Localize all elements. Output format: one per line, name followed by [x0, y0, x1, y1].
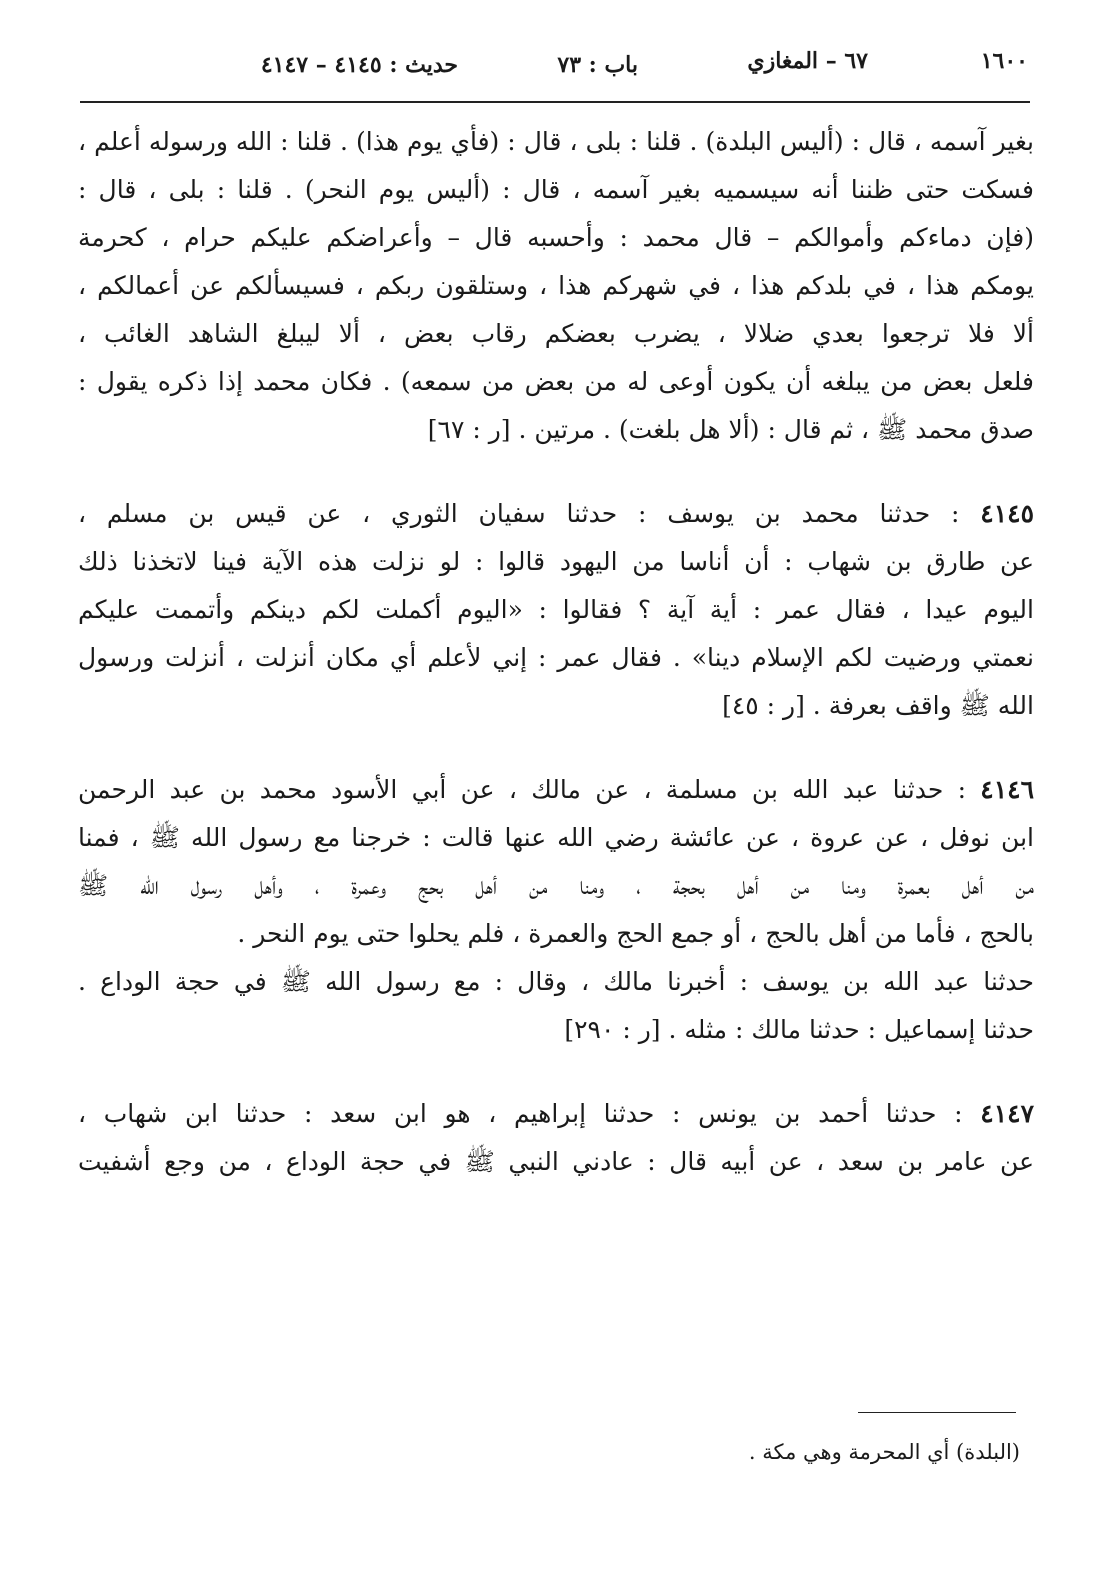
text-line: (فإن دماءكم وأموالكم – قال محمد : وأحسبه قال – وأعراضكم عليكم حرام ، كحرمة [78, 223, 1034, 252]
text-line: فلعل بعض من يبلغه أن يكون أوعى له من بعض من سمعه) . فكان محمد إذا ذكره يقول : [78, 367, 1034, 396]
paragraph-continuation [78, 118, 1034, 454]
text-line: صدق محمد ﷺ ، ثم قال : (ألا هل بلغت) . مرتين . [ر : ٦٧] [427, 415, 1034, 444]
footnote: (البلدة) أي المحرمة وهي مكة . [748, 1440, 1020, 1464]
text-line: ألا فلا ترجعوا بعدي ضلالا ، يضرب بعضكم رقاب بعض ، ألا ليبلغ الشاهد الغائب ، [78, 319, 1034, 348]
text-line: من أهل بعمرة ومنا من أهل بحجة ، ومنا من أهل بحج وعمرة ، وأهل رسول الله ﷺ [78, 871, 1034, 900]
text-line: حدثنا عبد الله بن يوسف : أخبرنا مالك ، وقال : مع رسول الله ﷺ في حجة الوداع . [78, 967, 1034, 996]
hadith-4145 [78, 490, 1034, 730]
hadith-number: ٤١٤٦ [980, 775, 1034, 804]
hadith-number: ٤١٤٧ [980, 1099, 1034, 1128]
text-line: نعمتي ورضيت لكم الإسلام دينا» . فقال عمر : إني لأعلم أي مكان أنزلت ، أنزلت ورسول [78, 643, 1034, 672]
text-line: حدثنا إسماعيل : حدثنا مالك : مثله . [ر : ٢٩٠] [564, 1015, 1034, 1044]
text-segment: : حدثنا أحمد بن يونس : حدثنا إبراهيم ، هو ابن سعد : حدثنا ابن شهاب ، [78, 1099, 981, 1128]
text-line: عن طارق بن شهاب : أن أناسا من اليهود قالوا : لو نزلت هذه الآية فينا لاتخذنا ذلك [78, 547, 1034, 576]
header-rule [80, 101, 1030, 103]
page-number: ١٦٠٠ [980, 48, 1028, 74]
body-text [78, 118, 1034, 1186]
bab-number: باب : ٧٣ [557, 52, 638, 78]
text-line: الله ﷺ واقف بعرفة . [ر : ٤٥] [722, 691, 1034, 720]
text-line: فسكت حتى ظننا أنه سيسميه بغير آسمه ، قال : (أليس يوم النحر) . قلنا : بلى ، قال : [78, 175, 1034, 204]
text-line: بالحج ، فأما من أهل بالحج ، أو جمع الحج والعمرة ، فلم يحلوا حتى يوم النحر . [237, 919, 1034, 948]
hadith-number: ٤١٤٥ [980, 499, 1034, 528]
text-line [78, 490, 1034, 538]
paragraph-chains [78, 958, 1034, 1054]
text-line: ابن نوفل ، عن عروة ، عن عائشة رضي الله عنها قالت : خرجنا مع رسول الله ﷺ ، فمنا [78, 823, 1034, 852]
text-segment: : حدثنا عبد الله بن مسلمة ، عن مالك ، عن أبي الأسود محمد بن عبد الرحمن [78, 775, 981, 804]
text-line: اليوم عيدا ، فقال عمر : أية آية ؟ فقالوا : «اليوم أكملت لكم دينكم وأتممت عليكم [78, 595, 1034, 624]
text-line [78, 766, 1034, 814]
page-header [80, 40, 1038, 96]
hadith-range: حديث : ٤١٤٥ – ٤١٤٧ [260, 52, 458, 78]
text-segment: : حدثنا محمد بن يوسف : حدثنا سفيان الثوري ، عن قيس بن مسلم ، [78, 499, 981, 528]
hadith-4147 [78, 1090, 1034, 1186]
text-line: عن عامر بن سعد ، عن أبيه قال : عادني النبي ﷺ في حجة الوداع ، من وجع أشفيت [78, 1147, 1034, 1176]
chapter-title: ٦٧ – المغازي [747, 48, 868, 74]
text-line: يومكم هذا ، في بلدكم هذا ، في شهركم هذا ، وستلقون ربكم ، فسيسألكم عن أعمالكم ، [78, 271, 1034, 300]
text-line: بغير آسمه ، قال : (أليس البلدة) . قلنا : بلى ، قال : (فأي يوم هذا) . قلنا : الله ورسوله أعلم ، [78, 127, 1034, 156]
footnote-rule [858, 1412, 1016, 1413]
hadith-4146 [78, 766, 1034, 958]
text-line [78, 1090, 1034, 1138]
